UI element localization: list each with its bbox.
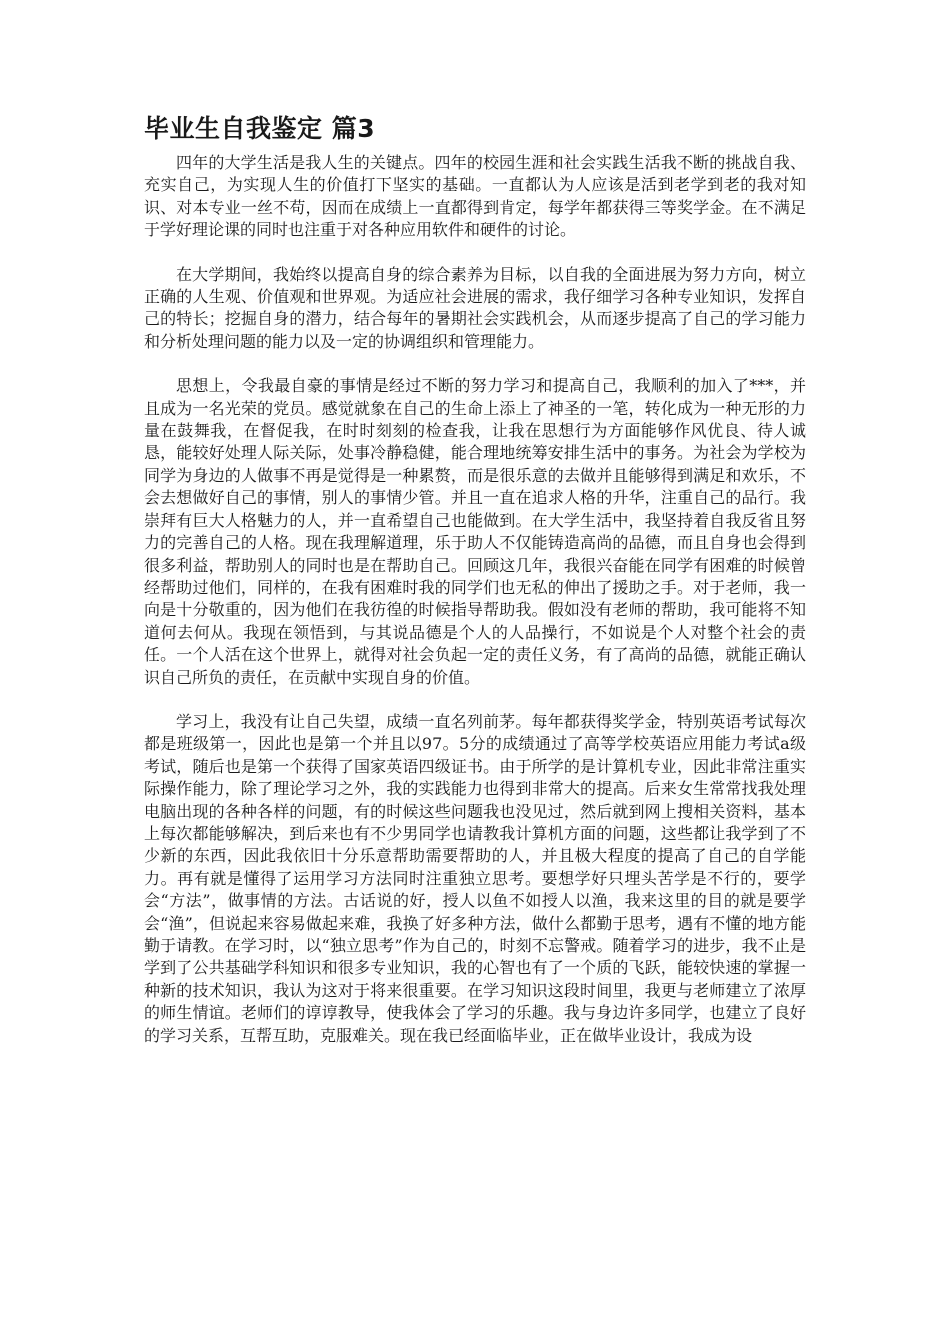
document-page: [144, 112, 806, 1047]
paragraph-study: 学习上，我没有让自己失望，成绩一直名列前茅。每年都获得奖学金，特别英语考试每次都是班级第一，因此也是第一个并且以97。5分的成绩通过了高等学校英语应用能力考试a级考试，随后也是第一个获得了国家英语四级证书。由于所学的是计算机专业，因此非常注重实际操作能力，除了理论学习之外，我的实践能力也得到非常大的提高。后来女生常常找我处理电脑出现的各种各样的问题，有的时候这些问题我也没见过，然后就到网上搜相关资料，基本上每次都能够解决，到后来也有不少男同学也请教我计算机方面的问题，这些都让我学到了不少新的东西，因此我依旧十分乐意帮助需要帮助的人，并且极大程度的提高了自己的自学能力。再有就是懂得了运用学习方法同时注重独立思考。要想学好只埋头苦学是不行的，要学会“方法”，做事情的方法。古话说的好，授人以鱼不如授人以渔，我来这里的目的就是要学会“渔”，但说起来容易做起来难，我换了好多种方法，做什么都勤于思考，遇有不懂的地方能勤于请教。在学习时，以“独立思考”作为自己的，时刻不忘警戒。随着学习的进步，我不止是学到了公共基础学科知识和很多专业知识，我的心智也有了一个质的飞跃，能较快速的掌握一种新的技术知识，我认为这对于将来很重要。在学习知识这段时间里，我更与老师建立了浓厚的师生情谊。老师们的谆谆教导，使我体会了学习的乐趣。我与身边许多同学，也建立了良好的学习关系，互帮互助，克服难关。现在我已经面临毕业，正在做毕业设计，我成为设: [144, 711, 806, 1045]
paragraph-ideology: 思想上，令我最自豪的事情是经过不断的努力学习和提高自己，我顺利的加入了***，并且成为一名光荣的党员。感觉就象在自己的生命上添上了神圣的一笔，转化成为一种无形的力量在鼓舞我，在督促我，在时时刻刻的检查我，让我在思想行为方面能够作风优良、待人诚恳，能较好处理人际关际，处事冷静稳健，能合理地统筹安排生活中的事务。为社会为学校为同学为身边的人做事不再是觉得是一种累赘，而是很乐意的去做并且能够得到满足和欢乐，不会去想做好自己的事情，别人的事情少管。并且一直在追求人格的升华，注重自己的品行。我崇拜有巨大人格魅力的人，并一直希望自己也能做到。在大学生活中，我坚持着自我反省且努力的完善自己的人格。现在我理解道理，乐于助人不仅能铸造高尚的品德，而且自身也会得到很多利益，帮助别人的同时也是在帮助自己。回顾这几年，我很兴奋能在同学有困难的时候曾经帮助过他们，同样的，在我有困难时我的同学们也无私的伸出了援助之手。对于老师，我一向是十分敬重的，因为他们在我彷徨的时候指导帮助我。假如没有老师的帮助，我可能将不知道何去何从。我现在领悟到，与其说品德是个人的人品操行，不如说是个人对整个社会的责任。一个人活在这个世界上，就得对社会负起一定的责任义务，有了高尚的品德，就能正确认识自己所负的责任，在贡献中实现自身的价值。: [144, 376, 806, 687]
document-title: 毕业生自我鉴定 篇3: [144, 114, 376, 143]
paragraph-self-improvement: 在大学期间，我始终以提高自身的综合素养为目标，以自我的全面进展为努力方向，树立正确的人生观、价值观和世界观。为适应社会进展的需求，我仔细学习各种专业知识，发挥自己的特长；挖掘自身的潜力，结合每年的暑期社会实践机会，从而逐步提高了自己的学习能力和分析处理问题的能力以及一定的协调组织和管理能力。: [144, 264, 806, 351]
paragraph-college-life: 四年的大学生活是我人生的关键点。四年的校园生涯和社会实践生活我不断的挑战自我、充实自己，为实现人生的价值打下坚实的基础。一直都认为人应该是活到老学到老的我对知识、对本专业一丝不苟，因而在成绩上一直都得到肯定，每学年都获得三等奖学金。在不满足于学好理论课的同时也注重于对各种应用软件和硬件的讨论。: [144, 153, 806, 240]
